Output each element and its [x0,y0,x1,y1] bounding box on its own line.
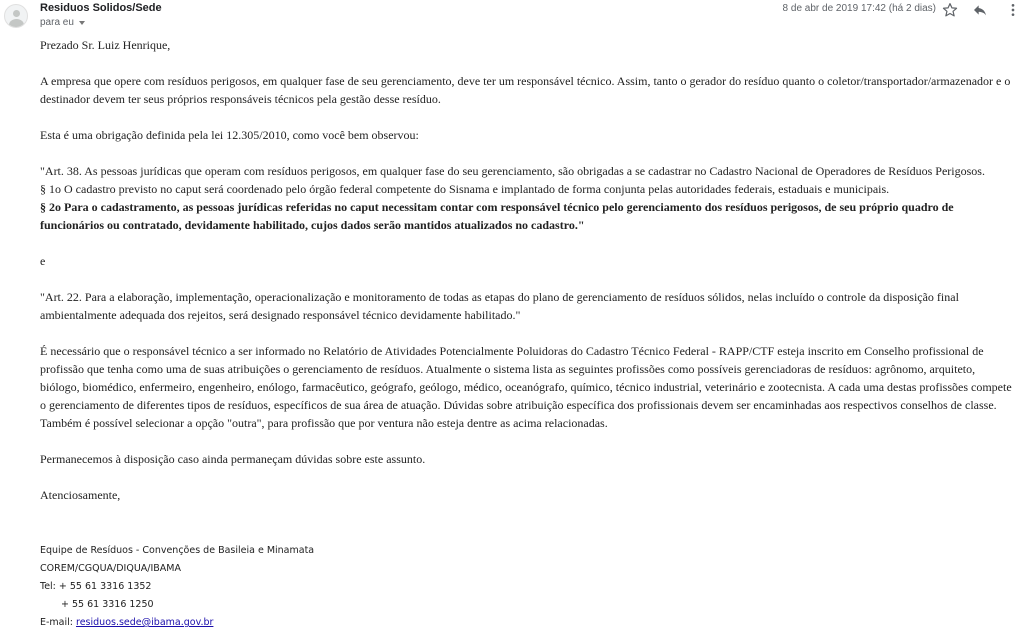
quote-art38: "Art. 38. As pessoas jurídicas que operam com resíduos perigosos, em qualquer fase do seu gerenciamento, são obrigadas a se cadastrar no Cadastro Nacional de Operadores de Resíduos Perigosos. [40,164,985,178]
spacer [40,234,1015,252]
signature-email-link[interactable]: residuos.sede@ibama.gov.br [76,617,214,628]
recipient-label: para eu [40,17,74,28]
signature-email-label: E-mail: [40,617,77,628]
more-options-button[interactable] [1003,0,1023,20]
signature-department: COREM/CGQUA/DIQUA/IBAMA [40,563,181,574]
paragraph-professions: É necessário que o responsável técnico a ser informado no Relatório de Atividades Potencialmente Poluidoras do Cadastro Técnico Federal - RAPP/CTF esteja inscrito em Conselho profissional de profissão que tenha como uma de suas atribuições o gerenciamento de resíduos. Atualmente o sistema lista as seguintes profissões como possíveis gerenciadoras de resíduos: agrônomo, arquiteto, biólogo, biomédico, enfermeiro, engenheiro, enólogo, farmacêutico, geógrafo, geólogo, médico, oceanógrafo, químico, técnico industrial, veterinário e zootecnista. A cada uma destas profissões compete o gerenciamento de diferentes tipos de resíduos, específicos de sua área de atuação. Dúvidas sobre atribuição específica dos profissionais devem ser encaminhadas aos respectivos conselhos de classe. Também é possível selecionar a opção "outra", para profissão que por ventura não esteja dentre as acima relacionadas. [40,344,1012,430]
spacer [40,324,1015,342]
spacer [40,54,1015,72]
more-vert-icon [1005,2,1021,18]
reply-button[interactable] [970,0,990,20]
paragraph-law: Esta é uma obrigação definida pela lei 12.305/2010, como você bem observou: [40,128,419,142]
avatar-head [13,10,20,17]
spacer [40,468,1015,486]
recipient-line[interactable] [40,17,85,28]
signature-phone-2: + 55 61 3316 1250 [61,599,154,610]
spacer [40,108,1015,126]
email-body [40,36,1015,504]
spacer [40,270,1015,288]
greeting: Prezado Sr. Luiz Henrique, [40,38,171,52]
closing: Atenciosamente, [40,488,121,502]
email-date: 8 de abr de 2019 17:42 (há 2 dias) [782,3,936,14]
chevron-down-icon[interactable] [79,21,85,25]
reply-icon [972,2,988,18]
paragraph-availability: Permanecemos à disposição caso ainda permaneçam dúvidas sobre este assunto. [40,452,426,466]
signature-phone-1: Tel: + 55 61 3316 1352 [40,581,152,592]
quote-art38-paragraph2: § 2o Para o cadastramento, as pessoas jurídicas referidas no caput necessitam contar com responsável técnico pelo gerenciamento dos resíduos perigosos, de seu próprio quadro de funcionários ou contratado, devidamente habilitado, cujos dados serão mantidos atualizados no cadastro." [40,200,954,232]
star-icon [942,2,958,18]
sender-name[interactable]: Residuos Solidos/Sede [40,2,162,14]
signature-team: Equipe de Resíduos - Convenções de Basileia e Minamata [40,545,315,556]
conjunction: e [40,254,46,268]
spacer [40,144,1015,162]
avatar-shoulders [9,19,24,28]
spacer [40,432,1015,450]
signature-email-line [40,614,314,632]
star-button[interactable] [940,0,960,20]
email-header [0,0,1031,34]
avatar-icon[interactable] [4,4,28,28]
paragraph-responsible: A empresa que opere com resíduos perigosos, em qualquer fase de seu gerenciamento, deve ter um responsável técnico. Assim, tanto o gerador do resíduo quanto o coletor/transportador/armazenador e o destinador devem ter seus próprios responsáveis técnicos pela gestão desse resíduo. [40,74,1011,106]
quote-art22: "Art. 22. Para a elaboração, implementação, operacionalização e monitoramento de todas as etapas do plano de gerenciamento de resíduos sólidos, nelas incluído o controle da disposição final ambientalmente adequada dos rejeitos, será designado responsável técnico devidamente habilitado." [40,290,959,322]
signature [40,542,314,632]
quote-art38-paragraph1: § 1o O cadastro previsto no caput será coordenado pelo órgão federal competente do Sisnama e implantado de forma conjunta pelas autoridades federais, estaduais e municipais. [40,182,890,196]
